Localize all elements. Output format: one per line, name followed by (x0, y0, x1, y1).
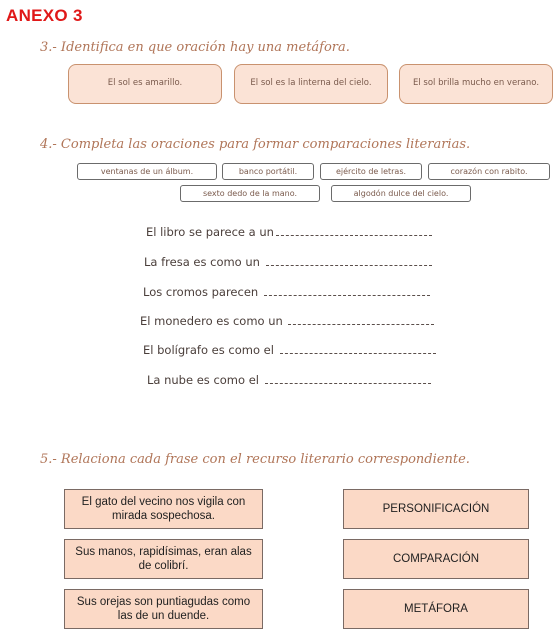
phrase-box-orejas[interactable]: Sus orejas son puntiagudas como las de un duende. (64, 589, 263, 629)
answer-blank[interactable] (265, 374, 431, 384)
answer-blank[interactable] (266, 256, 432, 266)
sentence-fresa (144, 255, 432, 269)
section-3-heading: 3.- Identifica en que oración hay una metáfora. (40, 40, 350, 55)
phrase-box-gato[interactable]: El gato del vecino nos vigila con mirada sospechosa. (64, 489, 263, 529)
sentence-monedero (140, 314, 434, 328)
sentence-text: La nube es como el (147, 373, 259, 387)
metaphor-option-1[interactable]: El sol es amarillo. (68, 64, 222, 104)
sentence-text: El libro se parece a un (146, 225, 274, 239)
sentence-text: El monedero es como un (140, 314, 283, 328)
sentence-text: La fresa es como un (144, 255, 260, 269)
sentence-libro (146, 225, 432, 239)
answer-blank[interactable] (280, 344, 436, 354)
sentence-text: Los cromos parecen (143, 285, 259, 299)
phrase-box-manos[interactable]: Sus manos, rapidísimas, eran alas de colibrí. (64, 539, 263, 579)
resource-box-metafora[interactable]: METÁFORA (343, 589, 529, 629)
section-4-heading: 4.- Completa las oraciones para formar comparaciones literarias. (40, 137, 471, 152)
answer-blank[interactable] (264, 286, 430, 296)
word-chip-sexto-dedo[interactable]: sexto dedo de la mano. (180, 185, 320, 202)
word-chip-ventanas[interactable]: ventanas de un álbum. (77, 163, 217, 180)
metaphor-option-3[interactable]: El sol brilla mucho en verano. (399, 64, 553, 104)
answer-blank[interactable] (276, 226, 432, 236)
metaphor-option-2[interactable]: El sol es la linterna del cielo. (234, 64, 388, 104)
word-chip-ejercito[interactable]: ejército de letras. (320, 163, 422, 180)
sentence-cromos (143, 285, 430, 299)
section-5-heading: 5.- Relaciona cada frase con el recurso literario correspondiente. (40, 452, 470, 467)
sentence-text: El bolígrafo es como el (143, 343, 274, 357)
annex-title: ANEXO 3 (6, 6, 83, 25)
answer-blank[interactable] (288, 315, 434, 325)
word-chip-banco[interactable]: banco portátil. (222, 163, 314, 180)
word-chip-algodon[interactable]: algodón dulce del cielo. (331, 185, 471, 202)
resource-box-personificacion[interactable]: PERSONIFICACIÓN (343, 489, 529, 529)
resource-box-comparacion[interactable]: COMPARACIÓN (343, 539, 529, 579)
word-chip-corazon[interactable]: corazón con rabito. (428, 163, 550, 180)
sentence-nube (147, 373, 431, 387)
sentence-boligrafo (143, 343, 436, 357)
